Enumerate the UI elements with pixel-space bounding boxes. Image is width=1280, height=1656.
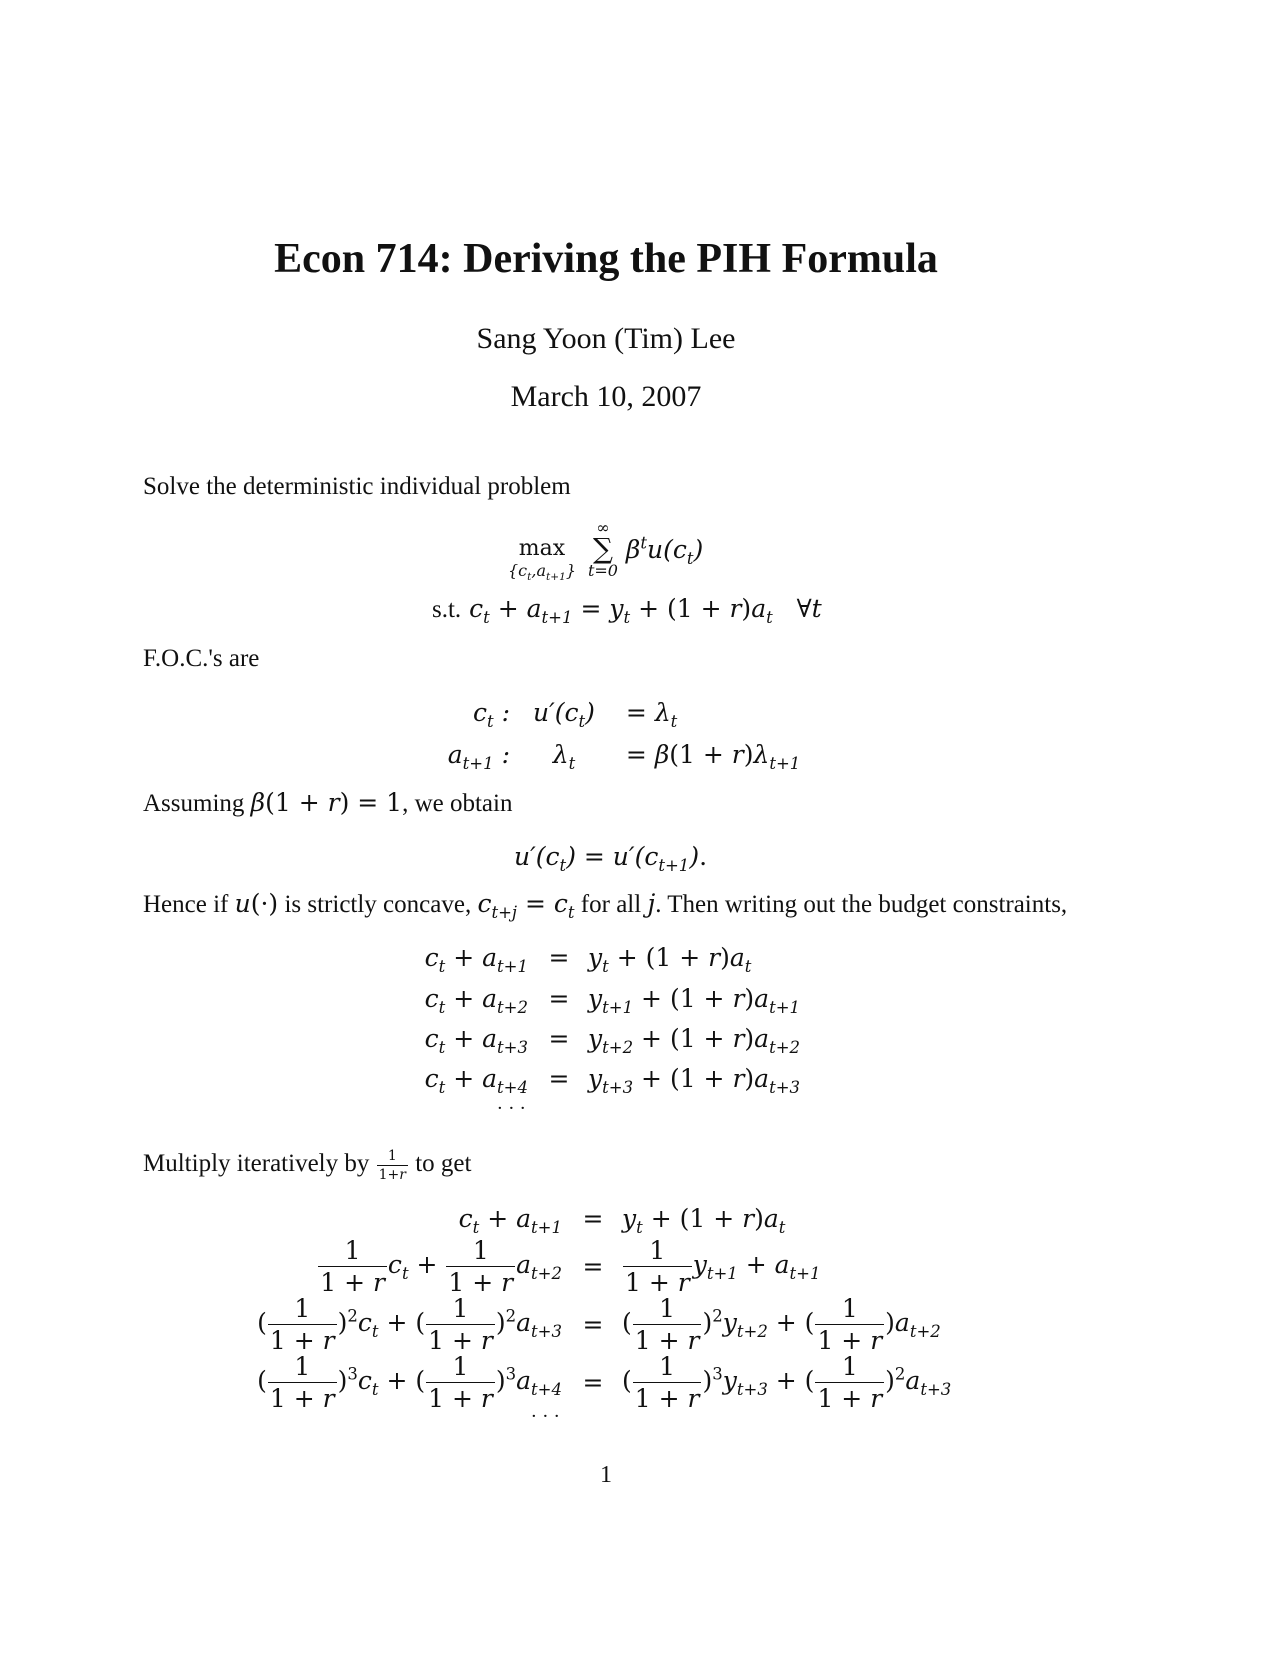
discounted-row-2: $\frac{1}{1 + r}$ $c_t$ + $\frac{1}{1 + r}$ $a_{t+2}$ = $\frac{1}{1 + r}$ $y_{t+1} + a_{t+1}$: [320, 1236, 821, 1297]
assuming-suffix: , we obtain: [402, 790, 513, 817]
hence-part-2: is strictly concave,: [284, 891, 472, 918]
hence-paragraph: Hence if u(·) is strictly concave, $c_{t+j} = c_t$ for all j. Then writing out the budget constraints,: [143, 889, 1068, 922]
discounted-row-4: ( $\frac{1}{1 + r}$ )$^3c_t$ + ( $\frac{1}{1 + r}$ )$^3a_{t+4}$ = ( $\frac{1}{1 + r}$ )$^3y_{t+3}$ + ( $\frac{1}{1 + r}$ )$^2a_{t+3}$: [257, 1352, 952, 1413]
budget-constraint: s.t. $c_t + a_{t+1} = y_t + (1 + r)a_t$ ∀t: [432, 594, 822, 627]
foc-paragraph: F.O.C.'s are: [143, 645, 260, 672]
discounted-ellipsis: · · ·: [531, 1406, 560, 1427]
hence-part-3: for all: [580, 891, 642, 918]
budget-ellipsis: · · ·: [497, 1098, 526, 1119]
foc-row-1: $c_t$ : $u'(c_t) = \lambda_t$: [472, 698, 678, 731]
foc-row-2: $a_{t+1}$ : $\lambda_t = \beta(1 + r)\lambda_{t+1}$: [447, 740, 801, 773]
assuming-prefix: Assuming: [143, 790, 245, 817]
discounted-row-3: ( $\frac{1}{1 + r}$ )$^2c_t$ + ( $\frac{1}{1 + r}$ )$^2a_{t+3}$ = ( $\frac{1}{1 + r}$ )$^2y_{t+2}$ + ( $\frac{1}{1 + r}$ )$a_{t+2}$: [257, 1294, 941, 1355]
multiply-prefix: Multiply iteratively by: [143, 1150, 370, 1178]
one-over-one-plus-r: $\frac{1}{1+r}$: [378, 1148, 406, 1183]
page-title: Econ 714: Deriving the PIH Formula: [274, 236, 938, 282]
date: March 10, 2007: [510, 380, 702, 413]
st-label: s.t.: [432, 596, 462, 623]
euler-equation: $u'(c_t) = u'(c_{t+1})$.: [514, 842, 708, 875]
objective-equation: max $\{c_t,a_{t+1}\}$ ∞ ∑ t=0 $\beta^tu(c_t)$: [508, 518, 704, 584]
hence-part-1: Hence if: [143, 891, 229, 918]
assuming-paragraph: Assuming β(1 + r) = 1, we obtain: [143, 788, 513, 817]
multiply-paragraph: [143, 1148, 471, 1183]
hence-part-4: . Then writing out the budget constraints,: [655, 891, 1068, 918]
author: Sang Yoon (Tim) Lee: [476, 322, 736, 355]
intro-paragraph: Solve the deterministic individual problem: [143, 473, 571, 500]
page-number: 1: [600, 1462, 612, 1488]
multiply-suffix: to get: [415, 1150, 472, 1178]
max-operator: max: [518, 536, 566, 561]
